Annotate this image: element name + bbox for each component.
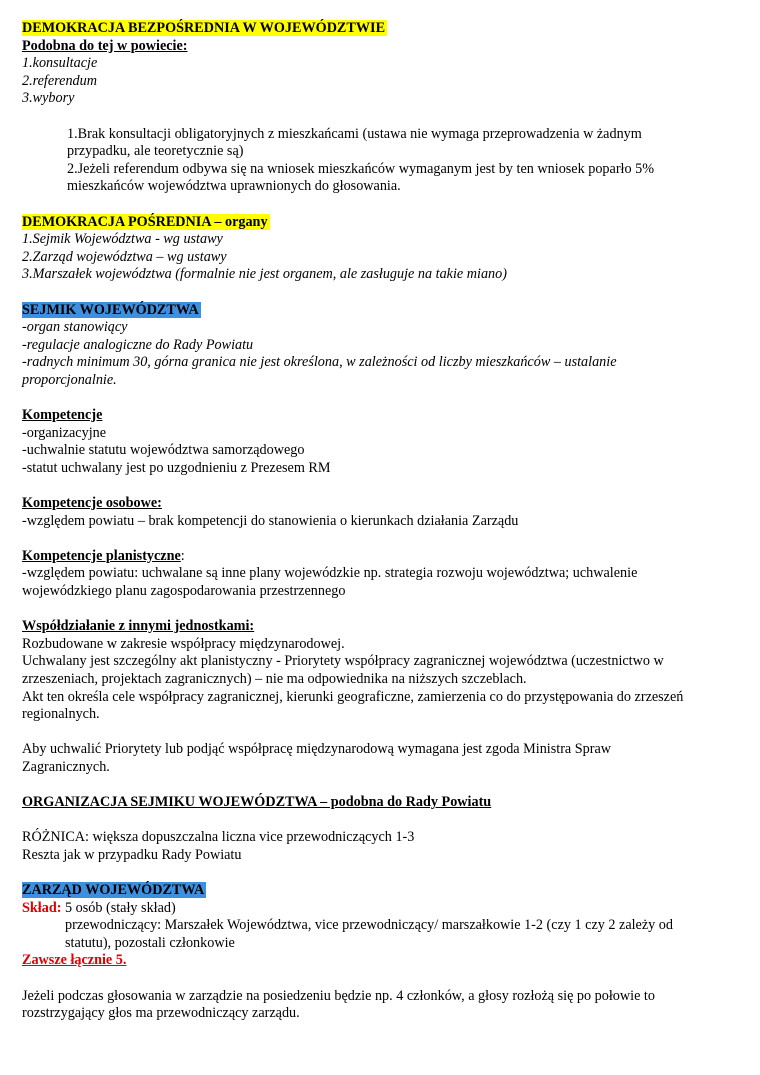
list-item: -organ stanowiący bbox=[22, 319, 128, 336]
list-item: -organizacyjne bbox=[22, 424, 107, 441]
heading-planning-competences: Kompetencje planistyczne bbox=[22, 547, 181, 564]
paragraph-line: Rozbudowane w zakresie współpracy międzynarodowej. bbox=[22, 635, 345, 652]
heading-competences: Kompetencje bbox=[22, 407, 103, 424]
paragraph-line: Zagranicznych. bbox=[22, 758, 110, 775]
list-item: 2.referendum bbox=[22, 72, 97, 89]
heading-cooperation: Współdziałanie z innymi jednostkami: bbox=[22, 618, 255, 635]
paragraph-line: zrzeszeniach, projektach zagranicznych) – nie ma odpowiednika na niższych szczeblach. bbox=[22, 670, 527, 687]
section-heading-sejmik: SEJMIK WOJEWÓDZTWA bbox=[22, 301, 199, 318]
list-item: proporcjonalnie. bbox=[22, 371, 117, 388]
paragraph-line: rozstrzygający głos ma przewodniczący zarządu. bbox=[22, 1005, 300, 1022]
paragraph-line: Jeżeli podczas głosowania w zarządzie na posiedzeniu będzie np. 4 członków, a głosy rozłożą się po połowie to bbox=[22, 987, 655, 1004]
list-item: -uchwalnie statutu województwa samorządowego bbox=[22, 442, 305, 459]
paragraph-line: RÓŻNICA: większa dopuszczalna liczna vice przewodniczących 1-3 bbox=[22, 829, 415, 846]
subheading-similar: Podobna do tej w powiecie: bbox=[22, 37, 188, 54]
note-line: mieszkańców województwa uprawnionych do głosowania. bbox=[67, 178, 401, 195]
note-line: 1.Brak konsultacji obligatoryjnych z mieszkańcami (ustawa nie wymaga przeprowadzenia w żadnym bbox=[67, 125, 642, 142]
composition-label: Skład: bbox=[22, 899, 62, 916]
section-heading-direct-democracy: DEMOKRACJA BEZPOŚREDNIA W WOJEWÓDZTWIE bbox=[22, 20, 386, 36]
list-item: 3.Marszałek województwa (formalnie nie jest organem, ale zasługuje na takie miano) bbox=[22, 266, 507, 283]
composition-detail: statutu), pozostali członkowie bbox=[65, 934, 235, 951]
list-item: wojewódzkiego planu zagospodarowania przestrzennego bbox=[22, 583, 346, 599]
section-heading-zarzad: ZARZĄD WOJEWÓDZTWA bbox=[22, 882, 205, 899]
note-line: przypadku, ale teoretycznie są) bbox=[67, 143, 244, 160]
paragraph-line: Uchwalany jest szczególny akt planistyczny - Priorytety współpracy zagranicznej województwa (uczestnictwo w bbox=[22, 653, 664, 670]
list-item: 1.konsultacje bbox=[22, 55, 98, 72]
list-item: -statut uchwalany jest po uzgodnieniu z Prezesem RM bbox=[22, 459, 331, 476]
paragraph-line: Reszta jak w przypadku Rady Powiatu bbox=[22, 846, 242, 863]
list-item: 2.Zarząd województwa – wg ustawy bbox=[22, 248, 227, 265]
composition-value: 5 osób (stały skład) bbox=[61, 899, 176, 916]
list-item: -radnych minimum 30, górna granica nie jest określona, w zależności od liczby mieszkańców – ustalanie bbox=[22, 354, 617, 371]
list-item: -względem powiatu – brak kompetencji do stanowienia o kierunkach działania Zarządu bbox=[22, 512, 519, 529]
heading-personal-competences: Kompetencje osobowe: bbox=[22, 495, 162, 512]
list-item: -regulacje analogiczne do Rady Powiatu bbox=[22, 336, 254, 353]
list-item: -względem powiatu: uchwalane są inne plany wojewódzkie np. strategia rozwoju województwa; uchwalenie bbox=[22, 565, 638, 582]
note-line: 2.Jeżeli referendum odbywa się na wniosek mieszkańców wymaganym jest by ten wniosek poparło 5% bbox=[67, 160, 655, 177]
paragraph-line: regionalnych. bbox=[22, 706, 100, 723]
composition-detail: przewodniczący: Marszałek Województwa, vice przewodniczący/ marszałkowie 1-2 (czy 1 czy 2 zależy od bbox=[65, 917, 673, 934]
always-total-note: Zawsze łącznie 5. bbox=[22, 952, 127, 969]
section-heading-indirect-democracy: DEMOKRACJA POŚREDNIA – organy bbox=[22, 213, 268, 230]
heading-sejmik-organization: ORGANIZACJA SEJMIKU WOJEWÓDZTWA – podobna do Rady Powiatu bbox=[22, 794, 492, 811]
heading-colon: : bbox=[180, 547, 185, 564]
paragraph-line: Akt ten określa cele współpracy zagranicznej, kierunki geograficzne, zamierzenia co do przystępowania do zrzeszeń bbox=[22, 688, 684, 705]
list-item: 3.wybory bbox=[22, 90, 75, 107]
paragraph-line: Aby uchwalić Priorytety lub podjąć współpracę międzynarodową wymagana jest zgoda Ministra Spraw bbox=[22, 741, 612, 758]
list-item: 1.Sejmik Województwa - wg ustawy bbox=[22, 231, 223, 248]
document-page bbox=[22, 20, 738, 1023]
